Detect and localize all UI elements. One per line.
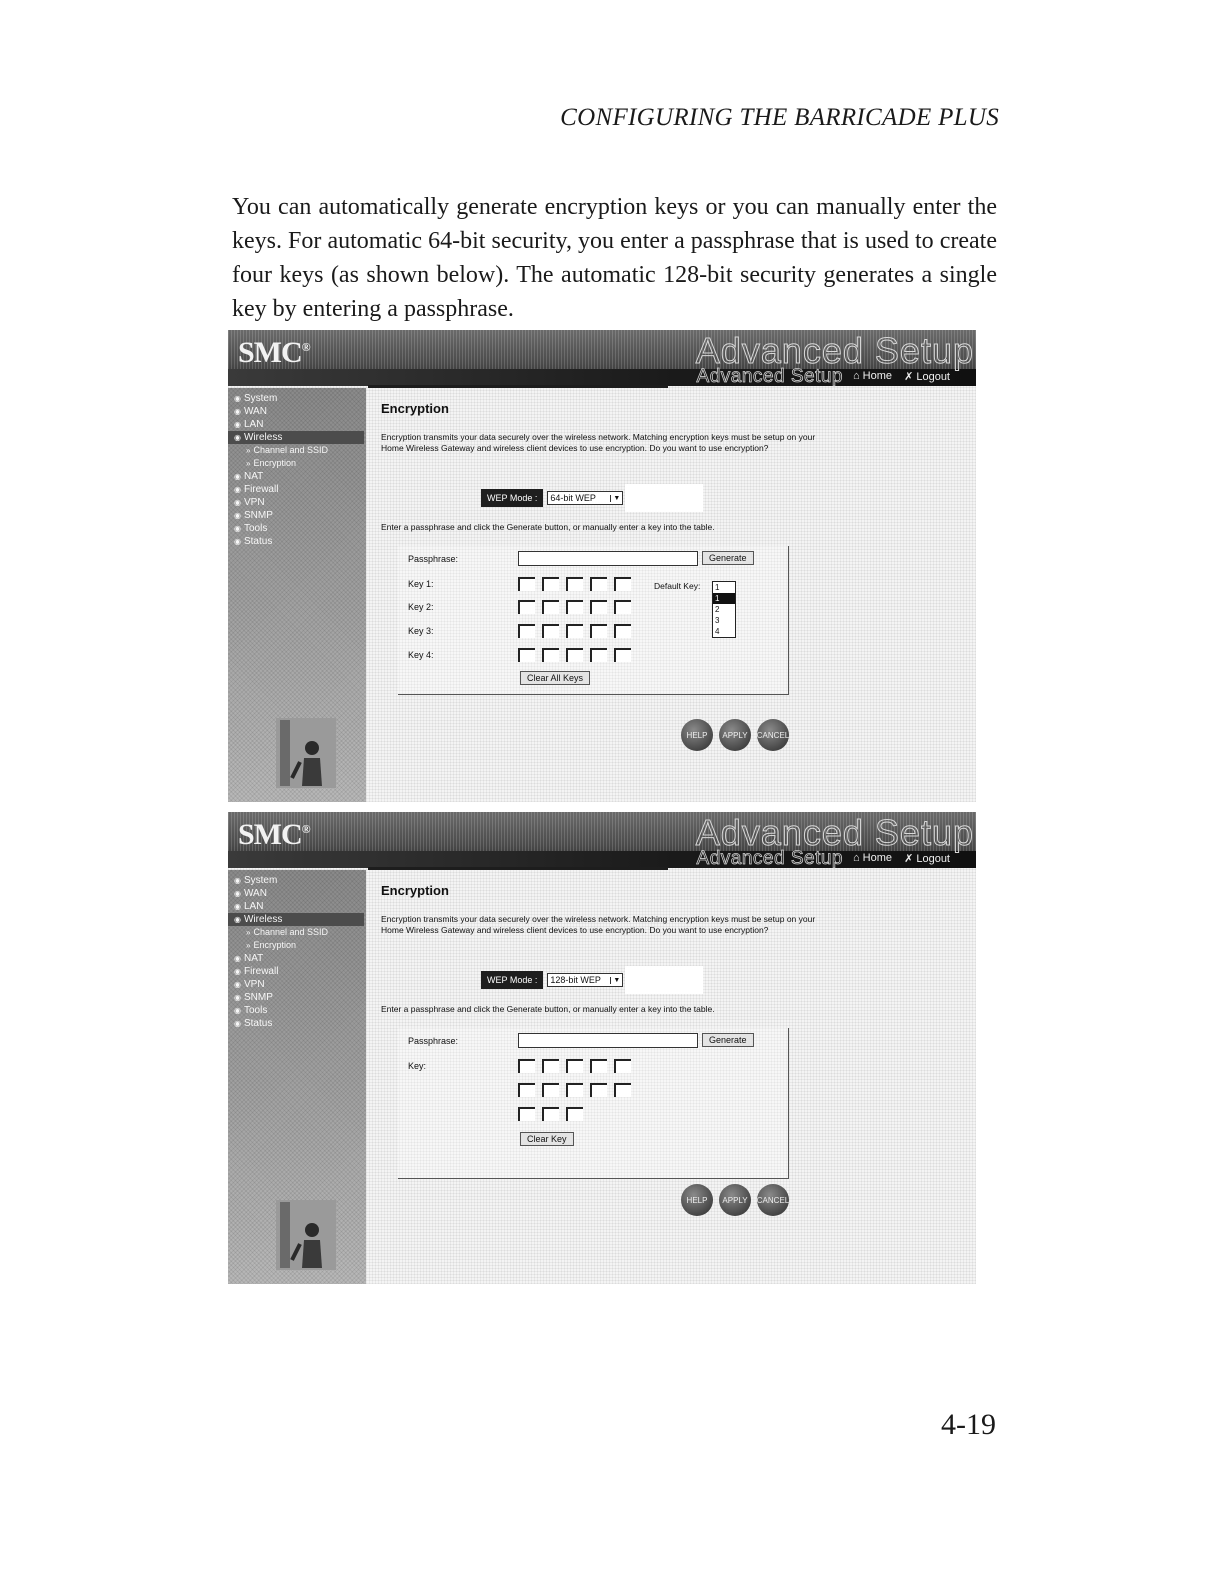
logout-link[interactable]: ✗ Logout bbox=[904, 371, 950, 383]
bullet-icon: ◉ bbox=[234, 1006, 241, 1015]
arrow-icon: » bbox=[246, 446, 251, 455]
sidebar bbox=[228, 870, 366, 1284]
bullet-icon: ◉ bbox=[234, 524, 241, 533]
nav-vpn[interactable]: ◉ VPN bbox=[234, 497, 265, 508]
passphrase-input[interactable] bbox=[518, 1033, 698, 1048]
key1-cells bbox=[518, 577, 631, 591]
key-cell-input[interactable] bbox=[614, 624, 631, 638]
passphrase-label: Passphrase: bbox=[408, 554, 459, 564]
nav-system[interactable]: ◉ System bbox=[234, 393, 278, 404]
default-key-label: Default Key: bbox=[654, 581, 701, 591]
bullet-icon: ◉ bbox=[234, 915, 241, 924]
section-title: Encryption bbox=[381, 401, 449, 416]
cancel-button[interactable]: CANCEL bbox=[757, 1184, 789, 1216]
key-cell-input[interactable] bbox=[590, 1083, 607, 1097]
bullet-icon: ◉ bbox=[234, 394, 241, 403]
key-cell-input[interactable] bbox=[542, 624, 559, 638]
passphrase-input[interactable] bbox=[518, 551, 698, 566]
default-key-option[interactable]: 1 bbox=[713, 593, 735, 604]
key-cell-input[interactable] bbox=[518, 577, 535, 591]
chevron-down-icon: ▼ bbox=[610, 977, 620, 984]
nav-channel-ssid[interactable]: » Channel and SSID bbox=[246, 445, 329, 455]
screenshot-64bit bbox=[228, 330, 976, 802]
key2-cells bbox=[518, 600, 631, 614]
running-head: CONFIGURING THE BARRICADE PLUS bbox=[560, 104, 999, 131]
nav-snmp[interactable]: ◉ SNMP bbox=[234, 992, 273, 1003]
key-cell-input[interactable] bbox=[542, 1059, 559, 1073]
banner-title: Advanced Setup bbox=[695, 330, 974, 371]
instruction-text: Enter a passphrase and click the Generate button, or manually enter a key into the table. bbox=[381, 1004, 715, 1014]
bullet-icon: ◉ bbox=[234, 967, 241, 976]
screenshot-128bit bbox=[228, 812, 976, 1284]
bullet-icon: ◉ bbox=[234, 472, 241, 481]
nav-lan[interactable]: ◉ LAN bbox=[234, 901, 264, 912]
nav-wireless[interactable]: ◉ Wireless bbox=[228, 431, 364, 444]
key-cells-row3 bbox=[518, 1107, 583, 1121]
wep-mode-select[interactable] bbox=[547, 491, 623, 505]
wep-mode-label: WEP Mode : bbox=[481, 971, 543, 989]
action-buttons bbox=[681, 1184, 789, 1216]
key-cell-input[interactable] bbox=[614, 1083, 631, 1097]
key3-label: Key 3: bbox=[408, 626, 434, 636]
key-cell-input[interactable] bbox=[590, 1059, 607, 1073]
nav-lan[interactable]: ◉ LAN bbox=[234, 419, 264, 430]
smc-logo: SMC® bbox=[238, 336, 310, 369]
smc-logo: SMC® bbox=[238, 818, 310, 851]
arrow-icon: » bbox=[246, 928, 251, 937]
wep-mode-row bbox=[481, 966, 703, 994]
nav-nat[interactable]: ◉ NAT bbox=[234, 471, 264, 482]
bullet-icon: ◉ bbox=[234, 498, 241, 507]
key-cell-input[interactable] bbox=[566, 648, 583, 662]
key4-label: Key 4: bbox=[408, 650, 434, 660]
apply-button[interactable]: APPLY bbox=[719, 1184, 751, 1216]
encryption-description: Encryption transmits your data securely over the wireless network. Matching encryption keys must be setup on your Home Wireless Gateway and wireless client devices to use encryption. Do you want to use encryption? bbox=[381, 914, 816, 935]
wep-mode-panel bbox=[625, 966, 703, 994]
bullet-icon: ◉ bbox=[234, 954, 241, 963]
wep-mode-select[interactable] bbox=[547, 973, 623, 987]
key-cell-input[interactable] bbox=[566, 1059, 583, 1073]
key-cell-input[interactable] bbox=[542, 1107, 559, 1121]
key-cells-row2 bbox=[518, 1083, 631, 1097]
key-cell-input[interactable] bbox=[518, 648, 535, 662]
default-key-dropdown[interactable] bbox=[712, 581, 736, 638]
key2-label: Key 2: bbox=[408, 602, 434, 612]
generate-button[interactable]: Generate bbox=[702, 1033, 754, 1047]
home-link[interactable]: ⌂ Home bbox=[852, 370, 892, 382]
nav-tools[interactable]: ◉ Tools bbox=[234, 523, 268, 534]
key-label: Key: bbox=[408, 1061, 427, 1071]
key-cell-input[interactable] bbox=[614, 577, 631, 591]
key-cell-input[interactable] bbox=[542, 600, 559, 614]
banner bbox=[228, 812, 976, 868]
key-cell-input[interactable] bbox=[590, 577, 607, 591]
key-cell-input[interactable] bbox=[590, 648, 607, 662]
wep-mode-value: 64-bit WEP bbox=[550, 493, 596, 503]
key-cell-input[interactable] bbox=[614, 600, 631, 614]
bullet-icon: ◉ bbox=[234, 407, 241, 416]
key-cell-input[interactable] bbox=[566, 600, 583, 614]
nav-snmp[interactable]: ◉ SNMP bbox=[234, 510, 273, 521]
clear-key-button[interactable]: Clear Key bbox=[520, 1132, 574, 1146]
key-cell-input[interactable] bbox=[614, 648, 631, 662]
section-title: Encryption bbox=[381, 883, 449, 898]
arrow-icon: » bbox=[246, 941, 251, 950]
encryption-panel bbox=[376, 396, 976, 802]
bullet-icon: ◉ bbox=[234, 980, 241, 989]
key-cell-input[interactable] bbox=[542, 1083, 559, 1097]
home-link[interactable]: ⌂ Home bbox=[852, 852, 892, 864]
key1-label: Key 1: bbox=[408, 579, 434, 589]
help-button[interactable]: HELP bbox=[681, 1184, 713, 1216]
key-cell-input[interactable] bbox=[518, 1107, 535, 1121]
banner-underline bbox=[368, 385, 668, 388]
banner-subtitle: Advanced Setup bbox=[696, 366, 843, 387]
nav-vpn[interactable]: ◉ VPN bbox=[234, 979, 265, 990]
key-cell-input[interactable] bbox=[614, 1059, 631, 1073]
arrow-icon: » bbox=[246, 459, 251, 468]
nav-encryption[interactable]: » Encryption bbox=[246, 458, 296, 468]
key-cells-row1 bbox=[518, 1059, 631, 1073]
key3-cells bbox=[518, 624, 631, 638]
banner-underline bbox=[368, 867, 668, 870]
key-cell-input[interactable] bbox=[518, 624, 535, 638]
key-cell-input[interactable] bbox=[518, 1083, 535, 1097]
nav-system[interactable]: ◉ System bbox=[234, 875, 278, 886]
instruction-text: Enter a passphrase and click the Generate button, or manually enter a key into the table. bbox=[381, 522, 715, 532]
bullet-icon: ◉ bbox=[234, 433, 241, 442]
nav-wan[interactable]: ◉ WAN bbox=[234, 888, 267, 899]
key-cell-input[interactable] bbox=[518, 600, 535, 614]
nav-tools[interactable]: ◉ Tools bbox=[234, 1005, 268, 1016]
bullet-icon: ◉ bbox=[234, 876, 241, 885]
key-cell-input[interactable] bbox=[566, 1083, 583, 1097]
nav-firewall[interactable]: ◉ Firewall bbox=[234, 966, 279, 977]
encryption-description: Encryption transmits your data securely over the wireless network. Matching encryption keys must be setup on your Home Wireless Gateway and wireless client devices to use encryption. Do you want to use encryption? bbox=[381, 432, 816, 453]
person-image bbox=[276, 1200, 336, 1270]
generate-button[interactable]: Generate bbox=[702, 551, 754, 565]
bullet-icon: ◉ bbox=[234, 537, 241, 546]
wep-mode-value: 128-bit WEP bbox=[550, 975, 601, 985]
clear-all-keys-button[interactable]: Clear All Keys bbox=[520, 671, 590, 685]
key-cell-input[interactable] bbox=[566, 624, 583, 638]
nav-wan[interactable]: ◉ WAN bbox=[234, 406, 267, 417]
nav-firewall[interactable]: ◉ Firewall bbox=[234, 484, 279, 495]
person-image bbox=[276, 718, 336, 788]
nav-channel-ssid[interactable]: » Channel and SSID bbox=[246, 927, 329, 937]
key-cell-input[interactable] bbox=[542, 577, 559, 591]
wep-mode-label: WEP Mode : bbox=[481, 489, 543, 507]
nav-status[interactable]: ◉ Status bbox=[234, 1018, 273, 1029]
key-cell-input[interactable] bbox=[590, 600, 607, 614]
help-button[interactable]: HELP bbox=[681, 719, 713, 751]
key-cell-input[interactable] bbox=[590, 624, 607, 638]
default-key-option[interactable]: 2 bbox=[715, 605, 720, 614]
chevron-down-icon: ▼ bbox=[610, 495, 620, 502]
key-cell-input[interactable] bbox=[518, 1059, 535, 1073]
bullet-icon: ◉ bbox=[234, 889, 241, 898]
key-table bbox=[398, 546, 789, 695]
default-key-option[interactable]: 3 bbox=[715, 616, 720, 625]
bullet-icon: ◉ bbox=[234, 485, 241, 494]
default-key-current: 1 bbox=[715, 583, 720, 592]
apply-button[interactable]: APPLY bbox=[719, 719, 751, 751]
wep-mode-panel bbox=[625, 484, 703, 512]
default-key-option[interactable]: 4 bbox=[715, 627, 720, 636]
bullet-icon: ◉ bbox=[234, 511, 241, 520]
banner-title: Advanced Setup bbox=[695, 812, 974, 853]
passphrase-label: Passphrase: bbox=[408, 1036, 459, 1046]
logout-link[interactable]: ✗ Logout bbox=[904, 853, 950, 865]
bullet-icon: ◉ bbox=[234, 902, 241, 911]
bullet-icon: ◉ bbox=[234, 1019, 241, 1028]
intro-paragraph: You can automatically generate encryption keys or you can manually enter the keys. For automatic 64-bit security, you enter a passphrase that is used to create four keys (as shown below). The automatic 128-bit security generates a single key by entering a passphrase. bbox=[232, 194, 997, 322]
bullet-icon: ◉ bbox=[234, 420, 241, 429]
key-table bbox=[398, 1028, 789, 1179]
nav-status[interactable]: ◉ Status bbox=[234, 536, 273, 547]
nav-wireless[interactable]: ◉ Wireless bbox=[228, 913, 364, 926]
key4-cells bbox=[518, 648, 631, 662]
action-buttons bbox=[681, 719, 789, 751]
wep-mode-row bbox=[481, 484, 703, 512]
banner-subtitle: Advanced Setup bbox=[696, 848, 843, 869]
bullet-icon: ◉ bbox=[234, 993, 241, 1002]
key-cell-input[interactable] bbox=[566, 1107, 583, 1121]
sidebar bbox=[228, 388, 366, 802]
nav-encryption[interactable]: » Encryption bbox=[246, 940, 296, 950]
page-number: 4-19 bbox=[941, 1408, 996, 1441]
cancel-button[interactable]: CANCEL bbox=[757, 719, 789, 751]
nav-nat[interactable]: ◉ NAT bbox=[234, 953, 264, 964]
key-cell-input[interactable] bbox=[566, 577, 583, 591]
banner bbox=[228, 330, 976, 386]
encryption-panel bbox=[376, 878, 976, 1284]
key-cell-input[interactable] bbox=[542, 648, 559, 662]
